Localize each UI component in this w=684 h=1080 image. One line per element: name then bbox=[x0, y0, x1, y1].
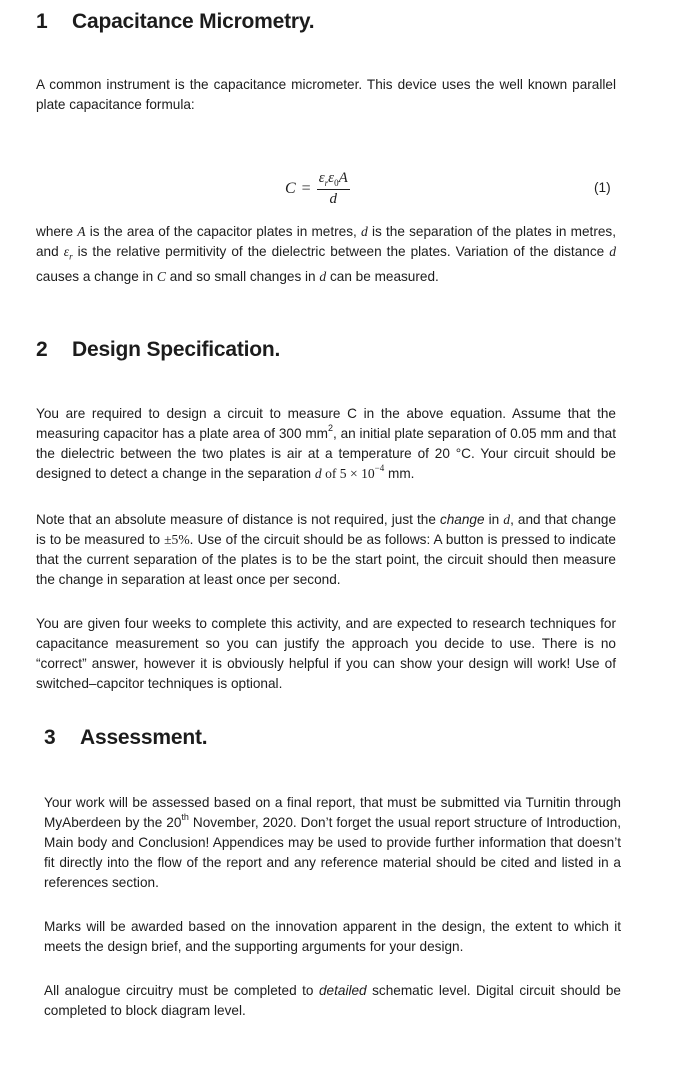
epsilon-symbol: ε bbox=[318, 170, 325, 186]
equation-fraction bbox=[317, 170, 350, 208]
section-1-intro: A common instrument is the capacitance micrometer. This device uses the well known parallel plate capacitance formula: bbox=[36, 77, 616, 112]
equation-equals: = bbox=[301, 180, 311, 197]
area-symbol: A bbox=[338, 170, 348, 186]
section-2-title: Design Specification. bbox=[72, 338, 281, 361]
section-3-heading bbox=[44, 726, 207, 750]
epsilon-symbol: ε bbox=[328, 170, 335, 186]
capacitance-equation bbox=[0, 170, 684, 212]
section-1-number: 1 bbox=[36, 10, 48, 33]
section-1-explanation: where A is the area of the capacitor plates in metres, d is the separation of the plates in metres, and $\varepsilon_r$ is the relative permitivity of the dielectric between the plates. Variation of the distance d causes a change in C and so small changes in d can be measured. bbox=[36, 224, 616, 284]
equation-numerator bbox=[317, 170, 350, 190]
section-2-paragraph-2: Note that an absolute measure of distance is not required, just the change in d, and that change is to be measured to ±5%. Use of the circuit should be as follows: A button is pressed to indicate that the current separation of the plates is to be the start point, the circuit should then measure the change in separation at least once per second. bbox=[36, 512, 617, 587]
section-3-title: Assessment. bbox=[80, 726, 208, 749]
section-2-paragraph-3: You are given four weeks to complete this activity, and are expected to research techniques for capacitance measurement so you can justify the approach you decide to use. There is no “correct” answer, however it is obviously helpful if you can show your design will work! Use of switched–capcitor techniques is optional. bbox=[36, 616, 616, 691]
section-3-number: 3 bbox=[44, 726, 56, 749]
subscript-r: r bbox=[324, 178, 329, 188]
section-1-heading bbox=[36, 10, 314, 34]
section-3-paragraph-1: Your work will be assessed based on a final report, that must be submitted via Turnitin through MyAberdeen by the 20th November, 2020. Don’t forget the usual report structure of Introduction, Main body and Conclusion! Appendices may be used to provide further information that doesn’t fit directly into the flow of the report and any reference material should be cited and listed in a references section. bbox=[44, 795, 622, 890]
section-2-number: 2 bbox=[36, 338, 48, 361]
section-3-paragraph-2: Marks will be awarded based on the innovation apparent in the design, the extent to which it meets the design brief, and the supporting arguments for your design. bbox=[44, 919, 621, 954]
section-1-title: Capacitance Micrometry. bbox=[72, 10, 315, 33]
subscript-0: 0 bbox=[334, 178, 339, 188]
section-2-heading bbox=[36, 338, 280, 362]
equation-label: (1) bbox=[594, 180, 611, 195]
section-3-paragraph-3: All analogue circuitry must be completed to detailed schematic level. Digital circuit should be completed to block diagram level. bbox=[44, 983, 621, 1018]
equation-denominator: d bbox=[329, 191, 337, 207]
section-2-paragraph-1: You are required to design a circuit to measure C in the above equation. Assume that the measuring capacitor has a plate area of 300 $mm^2$, an initial plate separation of 0.05 mm and that the dielectric between the two plates is air at a temperature of 20 °C. Your circuit should be designed to detect a change in the separation d of $5 \times 10^{-4}$ mm. bbox=[36, 406, 617, 481]
equation-lhs: C bbox=[285, 180, 296, 197]
